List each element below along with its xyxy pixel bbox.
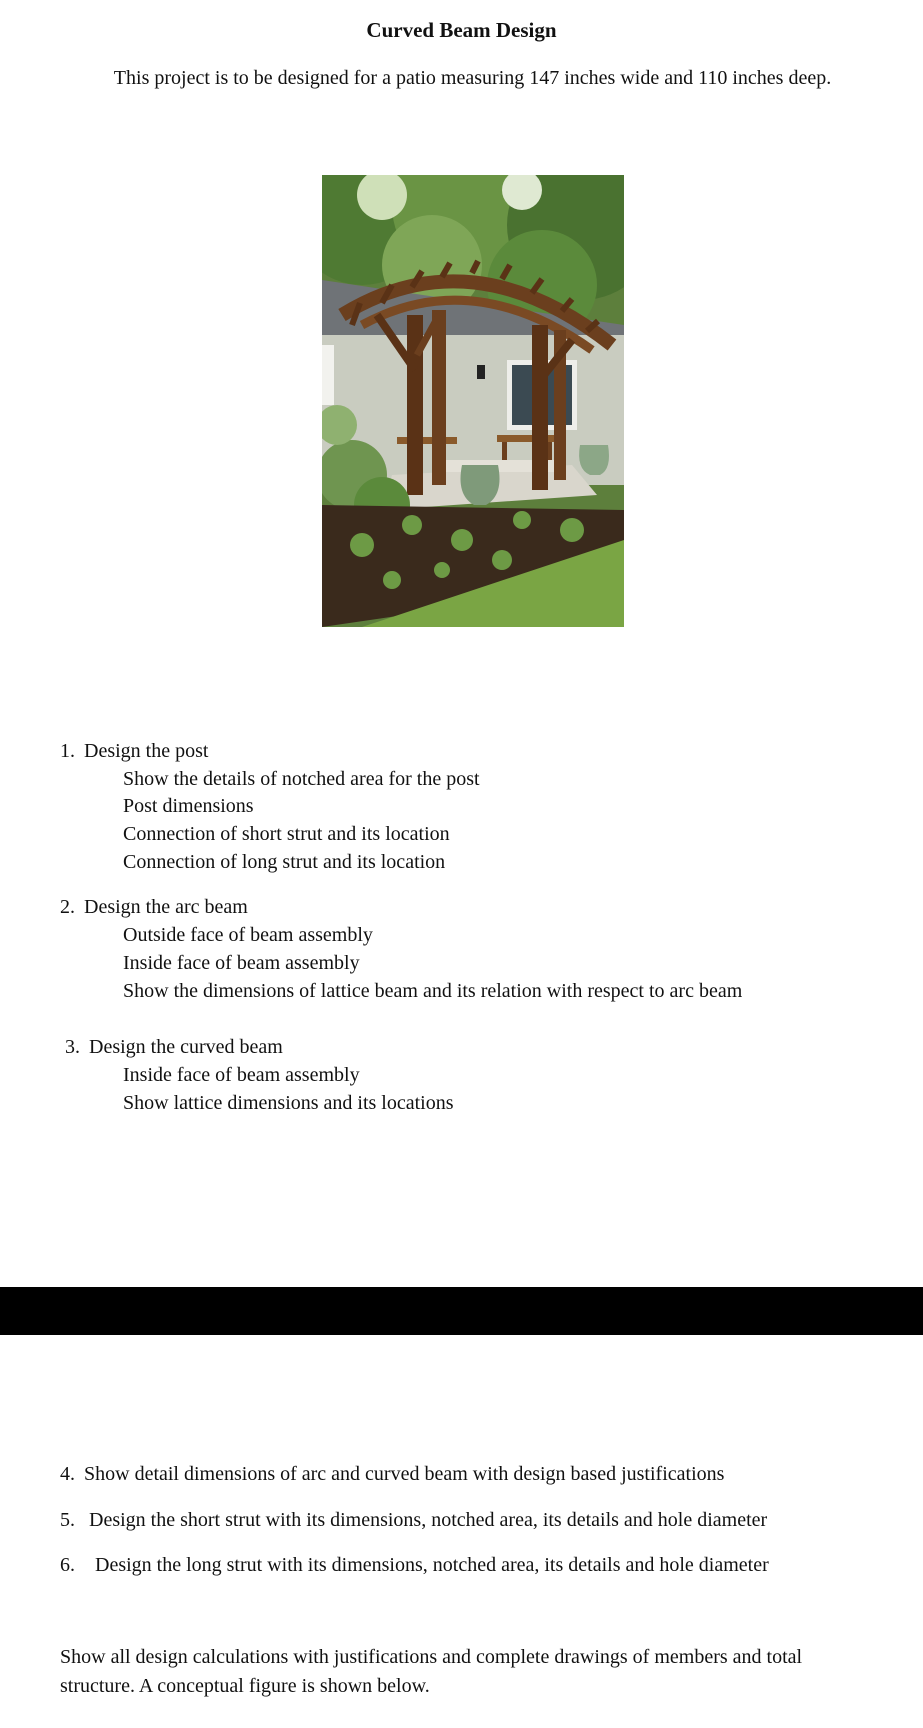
task-3-label: Design the curved beam (89, 1036, 283, 1058)
task-1 (60, 737, 208, 765)
task-2 (60, 893, 248, 921)
task-2-number: 2. (60, 896, 75, 918)
task-5-number: 5. (60, 1509, 75, 1531)
task-1-subitem: Post dimensions (123, 795, 254, 817)
task-1-label: Design the post (84, 740, 209, 762)
pergola-illustration (322, 175, 624, 627)
task-1-number: 1. (60, 740, 75, 762)
task-5 (60, 1506, 767, 1534)
task-3 (65, 1033, 283, 1061)
task-2-label: Design the arc beam (84, 896, 248, 918)
task-1-subitem: Connection of long strut and its location (123, 851, 446, 873)
task-3-subitem: Inside face of beam assembly (123, 1064, 360, 1086)
task-2-subitem: Show the dimensions of lattice beam and its relation with respect to arc beam (123, 980, 743, 1002)
task-3-number: 3. (65, 1036, 80, 1058)
task-6-number: 6. (60, 1554, 75, 1576)
document-title: Curved Beam Design (366, 18, 557, 42)
task-3-subitem: Show lattice dimensions and its locations (123, 1092, 454, 1114)
task-6-label: Design the long strut with its dimensions, notched area, its details and hole diameter (95, 1554, 769, 1576)
task-2-subitem: Outside face of beam assembly (123, 924, 373, 946)
task-1-subitem: Show the details of notched area for the post (123, 768, 480, 790)
intro-paragraph: This project is to be designed for a patio measuring 147 inches wide and 110 inches deep. (113, 67, 832, 89)
task-5-label: Design the short strut with its dimensions, notched area, its details and hole diameter (89, 1509, 768, 1531)
task-4-label: Show detail dimensions of arc and curved beam with design based justifications (84, 1463, 725, 1485)
task-4 (60, 1460, 724, 1488)
page-break-band (0, 1287, 923, 1335)
task-6 (60, 1551, 769, 1579)
task-4-number: 4. (60, 1463, 75, 1485)
task-2-subitem: Inside face of beam assembly (123, 952, 360, 974)
task-1-subitem: Connection of short strut and its location (123, 823, 450, 845)
pergola-photo (322, 175, 624, 627)
closing-paragraph: Show all design calculations with justifications and complete drawings of members and total structure. A conceptual figure is shown below. (60, 1646, 803, 1697)
